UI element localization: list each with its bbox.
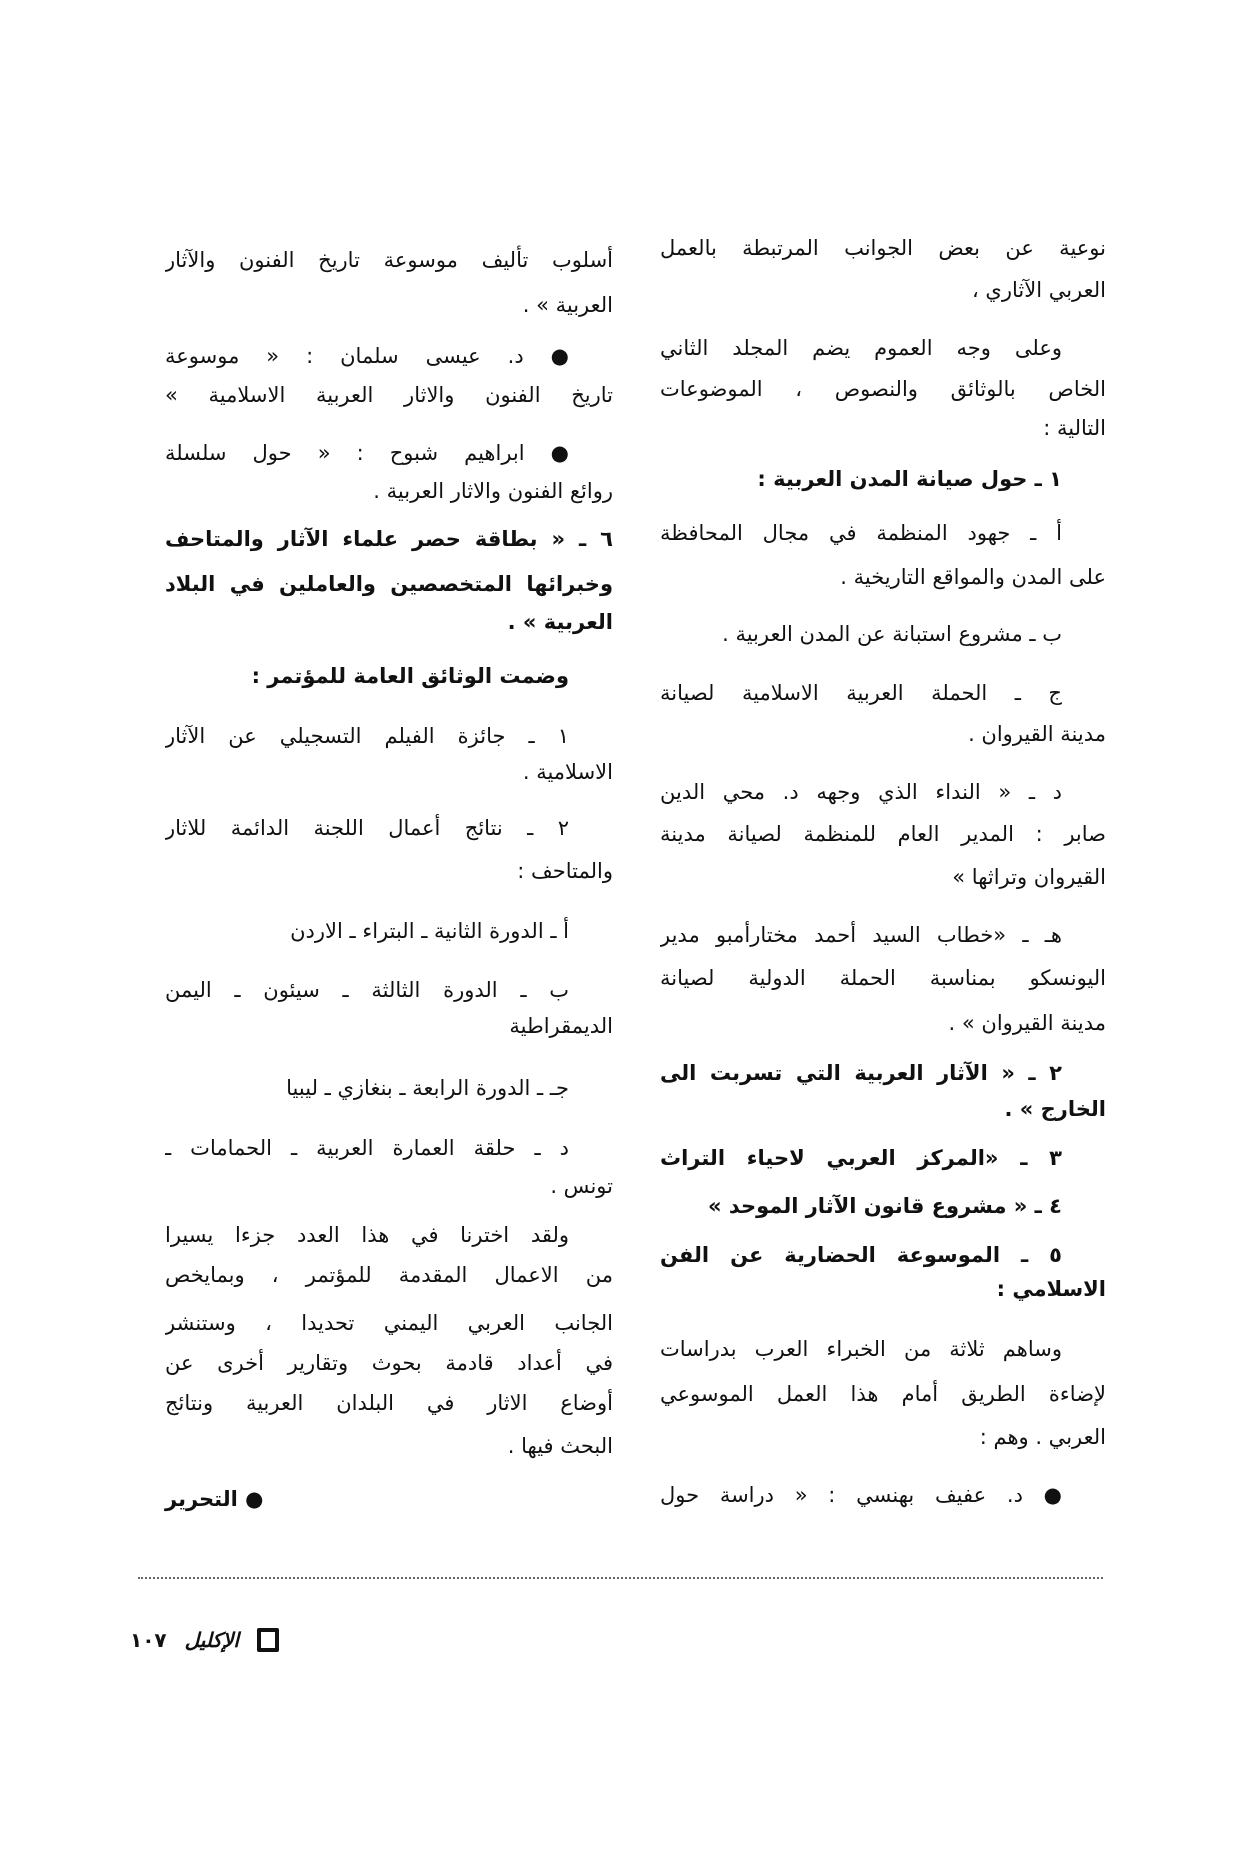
text-line: الخارج » . — [1004, 1097, 1106, 1121]
left-text-column — [165, 0, 613, 1540]
text-line: الخاص بالوثائق والنصوص ، الموضوعات — [660, 377, 1106, 401]
text-line: وخبرائها المتخصصين والعاملين في البلاد — [165, 572, 613, 596]
text-line: الاسلامي : — [996, 1277, 1106, 1301]
text-line: ٢ ـ « الآثار العربية التي تسربت الى — [660, 1061, 1062, 1085]
text-line: العربية » . — [522, 293, 613, 317]
text-line: د ـ « النداء الذي وجهه د. محي الدين — [660, 780, 1062, 804]
page-number: ١٠٧ — [130, 1628, 167, 1652]
text-line: ١ ـ جائزة الفيلم التسجيلي عن الآثار — [165, 724, 569, 748]
text-line: روائع الفنون والاثار العربية . — [373, 479, 613, 503]
text-line: تونس . — [550, 1174, 613, 1198]
text-line: على المدن والمواقع التاريخية . — [840, 565, 1106, 589]
text-line: وعلى وجه العموم يضم المجلد الثاني — [660, 336, 1062, 360]
text-line: د ـ حلقة العمارة العربية ـ الحمامات ـ — [165, 1136, 569, 1160]
signature-editorial: ● التحرير — [165, 1487, 264, 1511]
text-line: في أعداد قادمة بحوث وتقارير أخرى عن — [165, 1351, 613, 1375]
text-line: نوعية عن بعض الجوانب المرتبطة بالعمل — [660, 236, 1106, 260]
text-line: الديمقراطية — [509, 1014, 613, 1038]
text-line: وساهم ثلاثة من الخبراء العرب بدراسات — [660, 1337, 1062, 1361]
text-line: أسلوب تأليف موسوعة تاريخ الفنون والآثار — [165, 248, 613, 272]
text-line: لإضاءة الطريق أمام هذا العمل الموسوعي — [660, 1382, 1106, 1406]
text-line: اليونسكو بمناسبة الحملة الدولية لصيانة — [660, 966, 1106, 990]
text-line: مدينة القيروان . — [968, 722, 1106, 746]
text-line: العربي الآثاري ، — [971, 278, 1106, 302]
text-line: والمتاحف : — [517, 859, 613, 883]
text-line: ب ـ مشروع استبانة عن المدن العربية . — [722, 622, 1062, 646]
page-footer — [130, 1623, 279, 1657]
text-line: العربية » . — [507, 610, 613, 634]
text-line: أ ـ الدورة الثانية ـ البتراء ـ الاردن — [290, 919, 569, 943]
text-line: ٦ ـ « بطاقة حصر علماء الآثار والمتاحف — [165, 527, 613, 551]
text-line: تاريخ الفنون والاثار العربية الاسلامية » — [165, 383, 613, 407]
text-line: ٢ ـ نتائج أعمال اللجنة الدائمة للاثار — [165, 816, 569, 840]
text-line: ٥ ـ الموسوعة الحضارية عن الفن — [660, 1243, 1062, 1267]
text-line: الاسلامية . — [522, 760, 613, 784]
text-line: البحث فيها . — [507, 1434, 613, 1458]
footer-dotted-rule — [138, 1577, 1103, 1579]
text-line: التالية : — [1043, 416, 1106, 440]
text-line: أ ـ جهود المنظمة في مجال المحافظة — [660, 521, 1062, 545]
text-line: ١ ـ حول صيانة المدن العربية : — [757, 467, 1062, 491]
text-line: القيروان وتراثها » — [952, 865, 1106, 889]
text-line: ج ـ الحملة العربية الاسلامية لصيانة — [660, 681, 1062, 705]
magazine-name: الإكليل — [184, 1628, 239, 1652]
text-line: وضمت الوثائق العامة للمؤتمر : — [251, 664, 569, 688]
text-line: جـ ـ الدورة الرابعة ـ بنغازي ـ ليبيا — [286, 1076, 569, 1100]
text-line: العربي . وهم : — [979, 1425, 1106, 1449]
text-line: ب ـ الدورة الثالثة ـ سيئون ـ اليمن — [165, 978, 569, 1002]
text-line: أوضاع الاثار في البلدان العربية ونتائج — [165, 1391, 613, 1415]
text-line: ٤ ـ « مشروع قانون الآثار الموحد » — [707, 1194, 1062, 1218]
text-line: من الاعمال المقدمة للمؤتمر ، وبمايخص — [165, 1263, 613, 1287]
text-line: الجانب العربي اليمني تحديدا ، وستنشر — [165, 1311, 613, 1335]
text-line: ولقد اخترنا في هذا العدد جزءا يسيرا — [165, 1223, 569, 1247]
right-text-column — [660, 0, 1106, 1540]
text-line: ● د. عيسى سلمان : « موسوعة — [165, 344, 569, 368]
square-bullet-icon — [257, 1628, 279, 1652]
text-line: صابر : المدير العام للمنظمة لصيانة مدينة — [660, 822, 1106, 846]
text-line: ٣ ـ «المركز العربي لاحياء التراث — [660, 1146, 1062, 1170]
text-line: ● د. عفيف بهنسي : « دراسة حول — [660, 1483, 1062, 1507]
text-line: مدينة القيروان » . — [948, 1011, 1106, 1035]
text-line: ● ابراهيم شبوح : « حول سلسلة — [165, 441, 569, 465]
text-line: هـ ـ «خطاب السيد أحمد مختارأمبو مدير — [660, 923, 1062, 947]
